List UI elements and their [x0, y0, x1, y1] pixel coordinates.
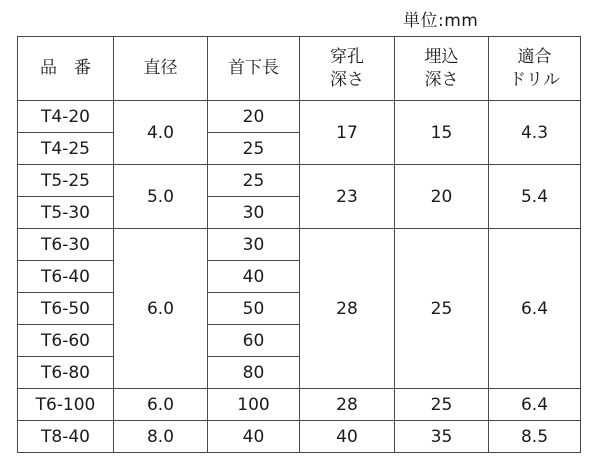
cell-drill-depth: 28: [300, 229, 395, 389]
header-drill-size: 適合 ドリル: [489, 37, 581, 101]
header-row: [18, 37, 581, 101]
cell-diameter: 8.0: [114, 421, 208, 453]
cell-part-no: T8-40: [18, 421, 114, 453]
cell-drill-depth: 23: [300, 165, 395, 229]
cell-part-no: T6-50: [18, 293, 114, 325]
cell-drill-depth: 28: [300, 389, 395, 421]
cell-embed-depth: 20: [395, 165, 489, 229]
cell-length: 50: [208, 293, 300, 325]
cell-length: 30: [208, 197, 300, 229]
cell-length: 25: [208, 133, 300, 165]
cell-drill-depth: 17: [300, 101, 395, 165]
header-length: 首下長: [208, 37, 300, 101]
cell-part-no: T6-80: [18, 357, 114, 389]
cell-part-no: T5-25: [18, 165, 114, 197]
cell-embed-depth: 35: [395, 421, 489, 453]
cell-part-no: T5-30: [18, 197, 114, 229]
cell-part-no: T6-40: [18, 261, 114, 293]
cell-diameter: 5.0: [114, 165, 208, 229]
unit-label: 単位:mm: [403, 11, 479, 31]
cell-length: 60: [208, 325, 300, 357]
table-row: [18, 101, 581, 133]
table-row: [18, 389, 581, 421]
cell-drill-depth: 40: [300, 421, 395, 453]
cell-length: 40: [208, 421, 300, 453]
cell-length: 30: [208, 229, 300, 261]
table-row: [18, 229, 581, 261]
header-diameter: 直径: [114, 37, 208, 101]
cell-length: 80: [208, 357, 300, 389]
cell-length: 40: [208, 261, 300, 293]
cell-drill-size: 6.4: [489, 389, 581, 421]
cell-drill-size: 6.4: [489, 229, 581, 389]
spec-table: [17, 36, 581, 453]
cell-drill-size: 5.4: [489, 165, 581, 229]
cell-diameter: 6.0: [114, 229, 208, 389]
cell-length: 20: [208, 101, 300, 133]
cell-drill-size: 8.5: [489, 421, 581, 453]
header-part-no: 品 番: [18, 37, 114, 101]
header-drill-depth: 穿孔 深さ: [300, 37, 395, 101]
cell-part-no: T4-25: [18, 133, 114, 165]
table-row: [18, 165, 581, 197]
header-embed-depth: 埋込 深さ: [395, 37, 489, 101]
cell-drill-size: 4.3: [489, 101, 581, 165]
cell-length: 100: [208, 389, 300, 421]
cell-part-no: T6-30: [18, 229, 114, 261]
cell-diameter: 6.0: [114, 389, 208, 421]
cell-embed-depth: 25: [395, 389, 489, 421]
cell-embed-depth: 25: [395, 229, 489, 389]
cell-embed-depth: 15: [395, 101, 489, 165]
spec-table-body: [18, 101, 581, 453]
table-row: [18, 421, 581, 453]
cell-diameter: 4.0: [114, 101, 208, 165]
cell-length: 25: [208, 165, 300, 197]
cell-part-no: T4-20: [18, 101, 114, 133]
cell-part-no: T6-60: [18, 325, 114, 357]
cell-part-no: T6-100: [18, 389, 114, 421]
